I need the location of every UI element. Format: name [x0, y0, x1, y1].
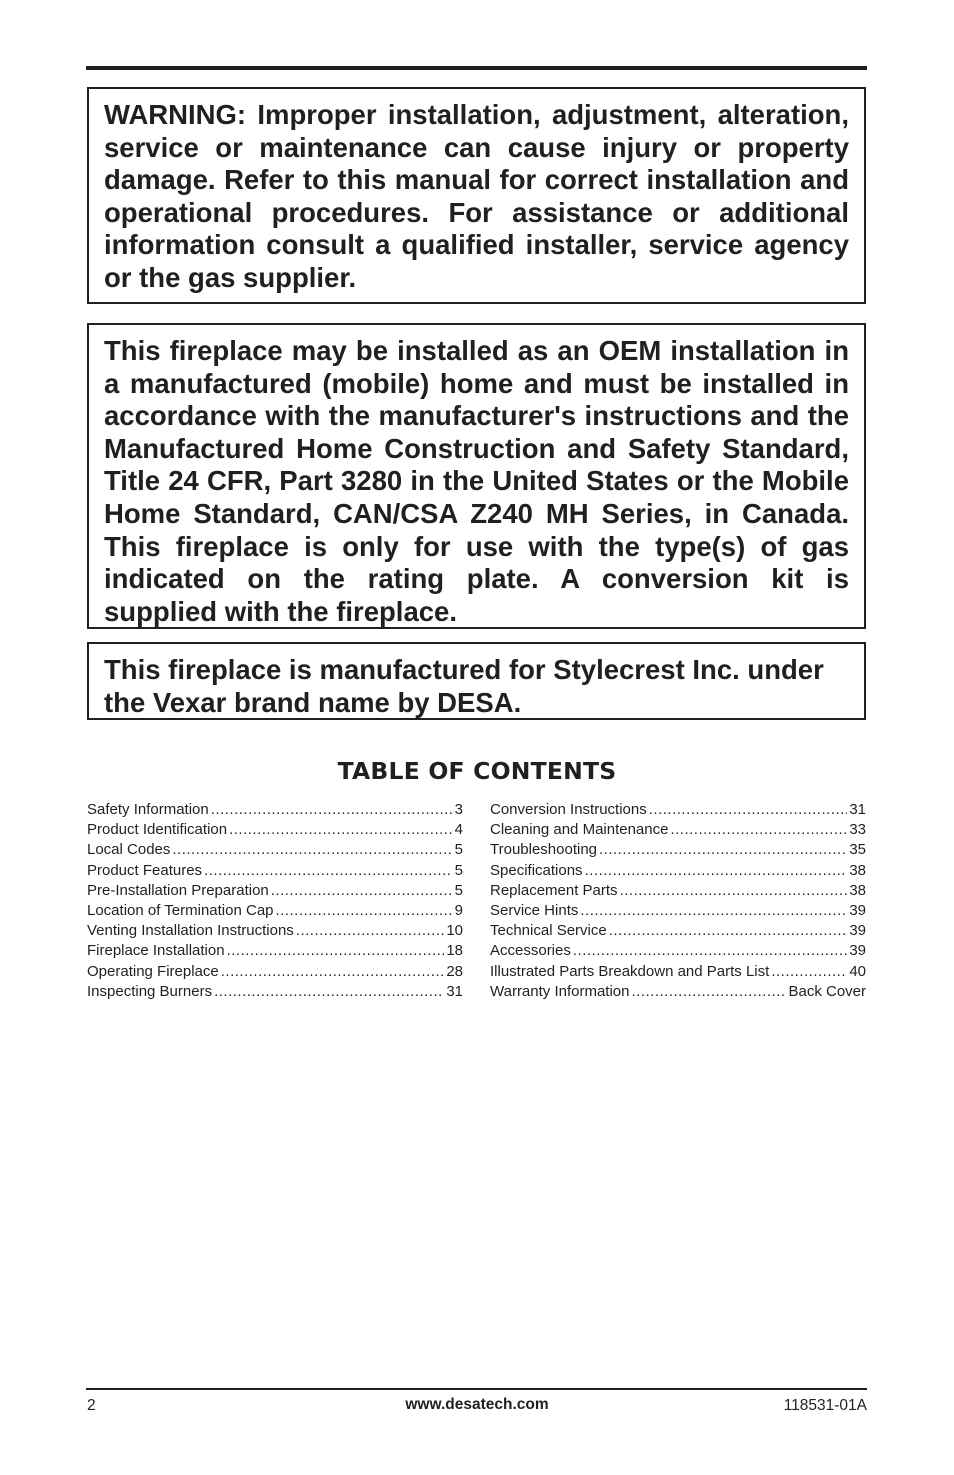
toc-leader	[211, 800, 453, 820]
toc-item-page: 5	[454, 861, 463, 879]
toc-item-label: Conversion Instructions	[490, 801, 647, 818]
toc-item-label: Inspecting Burners	[87, 982, 213, 1000]
toc-item-page: 10	[446, 922, 463, 940]
toc-item[interactable]	[490, 881, 866, 901]
toc-item-page: 28	[446, 962, 463, 980]
toc-item-page: 33	[849, 821, 866, 839]
bottom-rule	[86, 1388, 867, 1390]
toc-leader	[609, 921, 848, 941]
toc-item-label: Product Identification	[87, 821, 228, 839]
toc-item[interactable]	[87, 982, 463, 1002]
toc-item[interactable]	[490, 982, 866, 1002]
toc-item-page: 3	[454, 801, 463, 818]
toc-leader	[204, 861, 453, 881]
toc-item[interactable]	[87, 941, 463, 961]
top-rule	[86, 66, 867, 70]
toc-item-label: Service Hints	[490, 902, 579, 920]
toc-item[interactable]	[490, 840, 866, 860]
brand-box	[87, 642, 866, 720]
toc-item[interactable]	[87, 881, 463, 901]
toc-item[interactable]	[490, 820, 866, 840]
toc-leader	[276, 901, 453, 921]
toc-item-label: Local Codes	[87, 841, 171, 859]
toc-leader	[670, 820, 847, 840]
toc-item-label: Technical Service	[490, 922, 607, 940]
toc-item-page: 39	[849, 922, 866, 940]
toc-item[interactable]	[87, 800, 463, 820]
toc-left-column	[87, 800, 463, 1002]
toc-leader	[172, 840, 452, 860]
toc-item[interactable]	[87, 820, 463, 840]
toc-item-page: 38	[849, 861, 866, 879]
toc-item[interactable]	[87, 861, 463, 881]
toc-item-page: 31	[849, 801, 866, 818]
toc-item-page: 9	[454, 902, 463, 920]
toc-leader	[771, 962, 847, 982]
toc-item-page: 18	[446, 942, 463, 960]
toc-item-label: Illustrated Parts Breakdown and Parts List	[490, 962, 770, 980]
footer-document-code: 118531-01A	[783, 1397, 867, 1414]
toc-leader	[599, 840, 847, 860]
oem-installation-text: This fireplace may be installed as an OEM installation in a manufactured (mobile) home and must be installed in accordance with the manufacturer's instructions and the Manufactured Home Construction and Safety Standard, Title 24 CFR, Part 3280 in the United States or the Mobile Home Standard, CAN/CSA Z240 MH Series, in Canada. This fireplace is only for use with the type(s) of gas indicated on the rating plate. A conversion kit is supplied with the fireplace.	[104, 335, 849, 627]
toc-item-page: 38	[849, 881, 866, 899]
toc-leader	[585, 861, 848, 881]
toc-leader	[649, 800, 848, 820]
footer-website-link[interactable]: www.desatech.com	[405, 1396, 549, 1413]
toc-item-page: 39	[849, 942, 866, 960]
toc-item[interactable]	[87, 901, 463, 921]
toc-item-page: 31	[446, 982, 463, 1000]
toc-item-label: Pre-Installation Preparation	[87, 881, 269, 899]
toc-item-label: Accessories	[490, 942, 571, 960]
toc-item[interactable]	[490, 861, 866, 881]
toc-right-column	[490, 800, 866, 1002]
toc-leader	[221, 962, 445, 982]
toc-item[interactable]	[490, 901, 866, 921]
toc-leader	[580, 901, 847, 921]
toc-item-label: Safety Information	[87, 801, 209, 818]
toc-item-page: 40	[849, 962, 866, 980]
toc-leader	[214, 982, 444, 1002]
toc-leader	[271, 881, 453, 901]
toc-item[interactable]	[87, 921, 463, 941]
toc-leader	[227, 941, 445, 961]
toc-item-page: 5	[454, 881, 463, 899]
toc-item[interactable]	[490, 962, 866, 982]
toc-leader	[620, 881, 848, 901]
toc-leader	[573, 941, 847, 961]
toc-item-page: 35	[849, 841, 866, 859]
toc-item[interactable]	[490, 941, 866, 961]
toc-item-page: 5	[454, 841, 463, 859]
toc-item-label: Replacement Parts	[490, 881, 618, 899]
toc-item-label: Warranty Information	[490, 982, 630, 1000]
toc-item-label: Troubleshooting	[490, 841, 598, 859]
toc-item[interactable]	[87, 962, 463, 982]
toc-item[interactable]	[490, 800, 866, 820]
toc-leader	[632, 982, 787, 1002]
toc-item[interactable]	[87, 840, 463, 860]
toc-item-label: Operating Fireplace	[87, 962, 219, 980]
oem-installation-box	[87, 323, 866, 629]
brand-text: This fireplace is manufactured for Stylecrest Inc. under the Vexar brand name by DESA.	[104, 654, 824, 718]
toc-item-label: Fireplace Installation	[87, 942, 225, 960]
toc-leader	[229, 820, 453, 840]
toc-item-page: Back Cover	[788, 982, 866, 1000]
warning-text: WARNING: Improper installation, adjustment, alteration, service or maintenance can cause injury or property damage. Refer to this manual for correct installation and operational procedures. For assistance or additional information consult a qualified installer, service agency or the gas supplier.	[104, 99, 849, 293]
toc-item-label: Specifications	[490, 861, 583, 879]
toc-item-label: Cleaning and Maintenance	[490, 821, 669, 839]
toc-item-label: Venting Installation Instructions	[87, 922, 294, 940]
toc-item-page: 4	[454, 821, 463, 839]
footer-page-number: 2	[87, 1397, 96, 1414]
toc-item[interactable]	[490, 921, 866, 941]
toc-leader	[296, 921, 445, 941]
toc-title: TABLE OF CONTENTS	[337, 757, 617, 785]
warning-box	[87, 87, 866, 304]
toc-item-label: Location of Termination Cap	[87, 902, 274, 920]
toc-item-label: Product Features	[87, 861, 203, 879]
toc-item-page: 39	[849, 902, 866, 920]
